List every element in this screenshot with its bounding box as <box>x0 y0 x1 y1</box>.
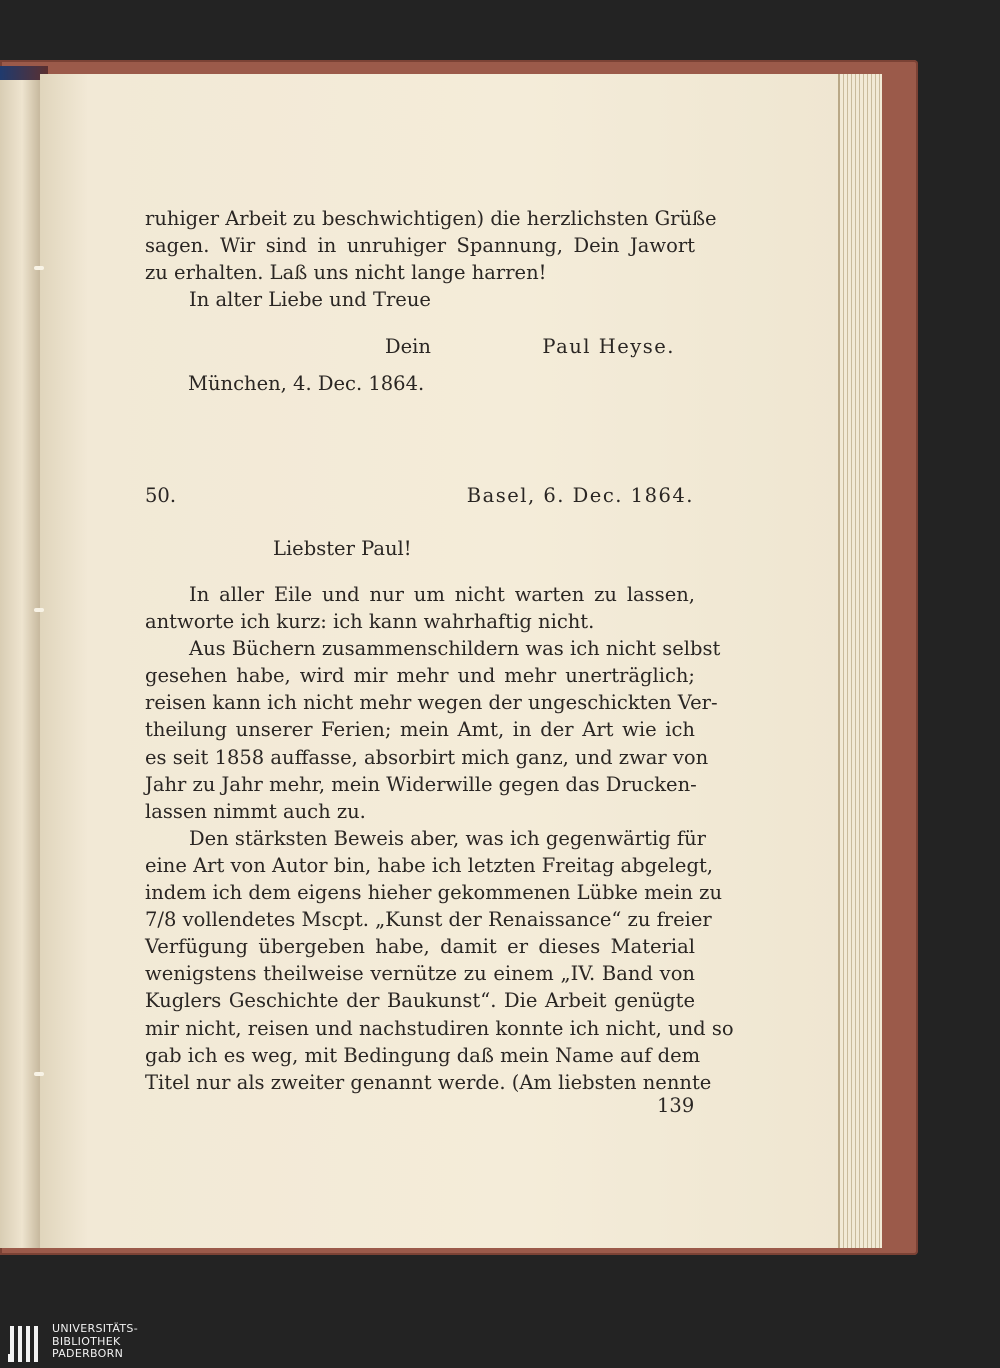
signature-name: Paul Heyse. <box>542 335 675 358</box>
text-line: Titel nur als zweiter genannt werde. (Am liebsten nennte <box>145 1070 712 1094</box>
text-line: wenigstens theilweise vernütze zu einem „IV. Band von <box>145 962 695 986</box>
text-line: Verfügung übergeben habe, damit er dieses Material <box>145 935 695 959</box>
text-line: antworte ich kurz: ich kann wahrhaftig nicht. <box>145 610 595 634</box>
place-date: München, 4. Dec. 1864. <box>188 372 425 395</box>
letter-50-body <box>145 581 734 1096</box>
library-name-line: BIBLIOTHEK <box>52 1334 121 1348</box>
text-line: Kuglers Geschichte der Baukunst“. Die Arbeit genügte <box>145 989 695 1013</box>
text-line: gab ich es weg, mit Bedingung daß mein Name auf dem <box>145 1043 701 1067</box>
library-name-line: UNIVERSITÄTS- <box>52 1322 138 1335</box>
text-line: reisen kann ich nicht mehr wegen der ungeschickten Ver- <box>145 691 718 715</box>
closing-word: Dein <box>385 335 431 358</box>
binding-stitch <box>34 608 44 612</box>
text-line: eine Art von Autor bin, habe ich letzten Freitag abgelegt, <box>145 853 713 877</box>
text-line: 7/8 vollendetes Mscpt. „Kunst der Renaissance“ zu freier <box>145 908 712 932</box>
letter-heading: Basel, 6. Dec. 1864. <box>466 484 694 507</box>
text-line: Den stärksten Beweis aber, was ich gegenwärtig für <box>189 826 706 850</box>
text-line: indem ich dem eigens hieher gekommenen Lübke mein zu <box>145 881 723 905</box>
text-line: sagen. Wir sind in unruhiger Spannung, Dein Jawort <box>145 234 695 258</box>
text-line: mir nicht, reisen und nachstudiren konnte ich nicht, und so <box>145 1016 734 1040</box>
library-logo-icon <box>8 1324 46 1364</box>
text-line: Jahr zu Jahr mehr, mein Widerwille gegen das Drucken- <box>145 772 697 796</box>
page-edges <box>838 74 882 1248</box>
text-line: Aus Büchern zusammenschildern was ich nicht selbst <box>189 637 721 661</box>
page-number: 139 <box>657 1094 695 1117</box>
text-line: es seit 1858 auffasse, absorbirt mich ganz, und zwar von <box>145 745 709 769</box>
binding-stitch <box>34 1072 44 1076</box>
library-name <box>52 1323 138 1361</box>
library-footer <box>0 1318 1000 1368</box>
text-line: In aller Eile und nur um nicht warten zu lassen, <box>189 583 695 606</box>
binding-stitch <box>34 266 44 270</box>
text-line: ruhiger Arbeit zu beschwichtigen) die herzlichsten Grüße <box>145 207 717 230</box>
signature-block <box>385 335 675 358</box>
letter-number: 50. <box>145 484 177 507</box>
library-name-line: PADERBORN <box>52 1347 124 1360</box>
salutation: Liebster Paul! <box>273 537 412 560</box>
text-line: zu erhalten. Laß uns nicht lange harren! <box>145 261 547 285</box>
letter-49-closing-text <box>145 205 717 313</box>
text-line: theilung unserer Ferien; mein Amt, in der Art wie ich <box>145 718 695 742</box>
text-line: gesehen habe, wird mir mehr und mehr unerträglich; <box>145 664 695 688</box>
text-line: lassen nimmt auch zu. <box>145 799 366 823</box>
text-line: In alter Liebe und Treue <box>189 288 431 312</box>
